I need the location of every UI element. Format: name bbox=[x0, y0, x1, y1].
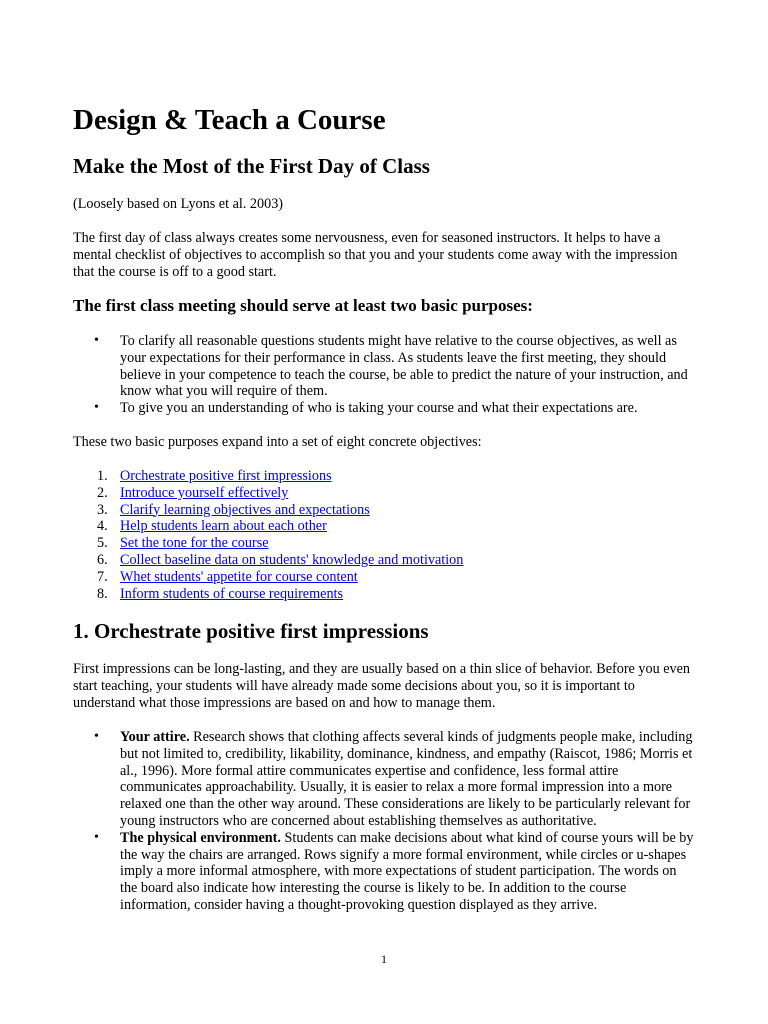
citation: (Loosely based on Lyons et al. 2003) bbox=[73, 196, 284, 212]
purposes-heading: The first class meeting should serve at least two basic purposes: bbox=[73, 296, 533, 315]
list-number: 8. bbox=[97, 585, 108, 602]
objective-link-set-tone[interactable]: Set the tone for the course bbox=[120, 535, 269, 552]
expand-paragraph: These two basic purposes expand into a set of eight concrete objectives: bbox=[73, 434, 482, 450]
list-item bbox=[73, 502, 695, 519]
list-item bbox=[73, 830, 695, 914]
objective-link-whet-appetite[interactable]: Whet students' appetite for course content bbox=[120, 568, 358, 585]
list-number: 5. bbox=[97, 535, 108, 552]
list-item bbox=[73, 569, 695, 586]
objective-link-baseline-data[interactable]: Collect baseline data on students' knowledge and motivation bbox=[120, 551, 464, 568]
list-item bbox=[73, 400, 695, 417]
objective-link-course-requirements[interactable]: Inform students of course requirements bbox=[120, 585, 343, 602]
bullet-icon: • bbox=[94, 333, 99, 348]
bullet-icon: • bbox=[94, 729, 99, 744]
page-subtitle: Make the Most of the First Day of Class bbox=[73, 154, 430, 178]
item-text: Students can make decisions about what kind of course yours will be by the way the chairs are arranged. Rows signify a more formal environment, while circles or u-shapes imply a more informal atmosphere, with more expectations of student participation. The words on the board also indicate how interesting the course is likely to be. In addition to the course information, consider having a thought-provoking question displayed as they arrive. bbox=[120, 829, 694, 913]
list-item bbox=[73, 552, 695, 569]
item-text: Research shows that clothing affects several kinds of judgments people make, including but not limited to, credibility, likability, dominance, kindness, and empathy (Raiscot, 1986; Morris et al., 1996). More formal attire communicates expertise and confidence, less formal attire communicates approachability. Usually, it is easier to relax a more formal impression into a more relaxed one than the other way around. These considerations are likely to be particularly relevant for young instructors who are concerned about establishing themselves as authoritative. bbox=[120, 729, 693, 829]
list-number: 1. bbox=[97, 468, 108, 484]
list-item bbox=[73, 485, 695, 502]
list-number: 7. bbox=[97, 568, 108, 585]
list-number: 6. bbox=[97, 551, 108, 568]
list-item bbox=[73, 535, 695, 552]
list-item-text: To clarify all reasonable questions students might have relative to the course objectives, as well as your expectations for their performance in class. As students leave the first meeting, they should believe in your competence to teach the course, be able to predict the nature of your instruction, and know what you will require of them. bbox=[120, 333, 688, 400]
list-item bbox=[73, 518, 695, 535]
objective-link-learn-each-other[interactable]: Help students learn about each other bbox=[120, 518, 327, 535]
objective-link-clarify-objectives[interactable]: Clarify learning objectives and expectations bbox=[120, 501, 370, 518]
bullet-icon: • bbox=[94, 829, 99, 845]
objective-link-first-impressions[interactable]: Orchestrate positive first impressions bbox=[120, 468, 332, 484]
list-number: 4. bbox=[97, 518, 108, 535]
page-title: Design & Teach a Course bbox=[73, 104, 386, 136]
list-item bbox=[73, 729, 695, 830]
item-lead: The physical environment. bbox=[120, 829, 281, 846]
list-number: 2. bbox=[97, 484, 108, 501]
list-item bbox=[73, 586, 695, 603]
list-item bbox=[73, 333, 695, 400]
purposes-list bbox=[73, 333, 695, 417]
section-intro-paragraph: First impressions can be long-lasting, and they are usually based on a thin slice of behavior. Before you even start teaching, your students will have already made some decisions about you, so it is important to understand what those impressions are based on and how to manage them. bbox=[73, 661, 691, 711]
list-item bbox=[73, 468, 695, 485]
page-number: 1 bbox=[381, 952, 387, 966]
list-number: 3. bbox=[97, 501, 108, 518]
bullet-icon: • bbox=[94, 400, 99, 416]
item-lead: Your attire. bbox=[120, 729, 190, 745]
section-items-list bbox=[73, 729, 695, 914]
list-item-text: To give you an understanding of who is taking your course and what their expectations are. bbox=[120, 400, 638, 417]
objectives-list bbox=[73, 468, 695, 602]
intro-paragraph: The first day of class always creates some nervousness, even for seasoned instructors. It helps to have a mental checklist of objectives to accomplish so that you and your students come away with the impression that the course is off to a good start. bbox=[73, 230, 678, 280]
section-heading: 1. Orchestrate positive first impressions bbox=[73, 619, 429, 643]
objective-link-introduce-yourself[interactable]: Introduce yourself effectively bbox=[120, 484, 289, 501]
